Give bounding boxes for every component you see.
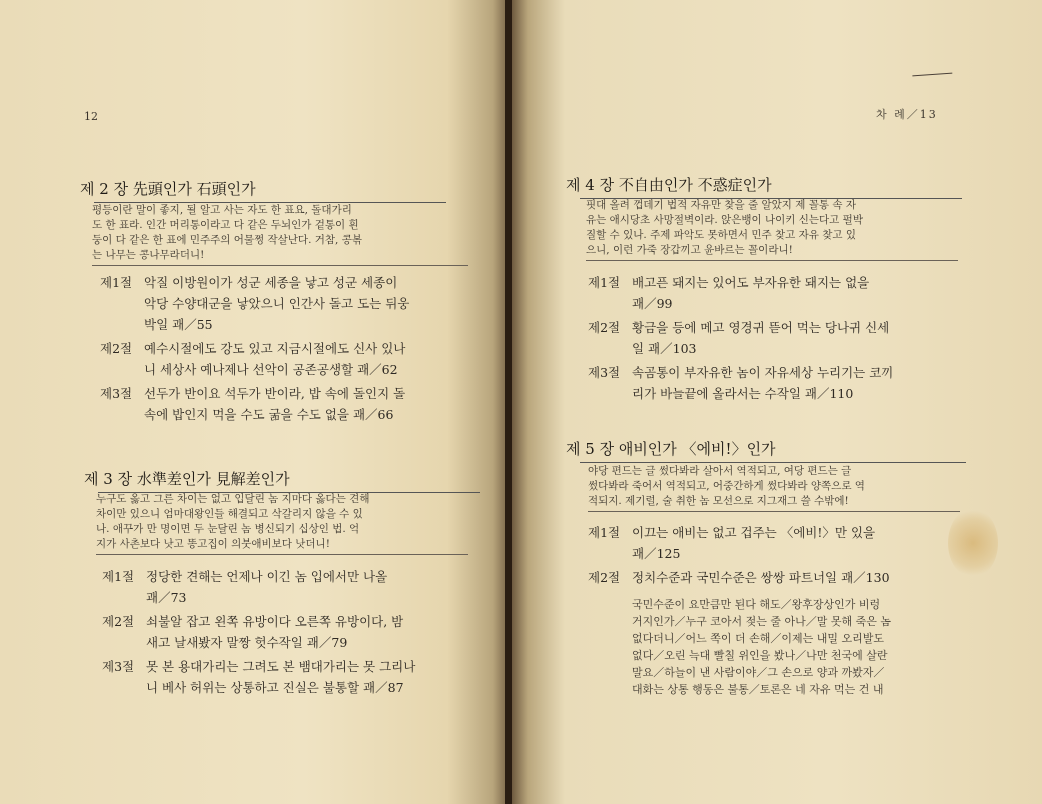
blurb-line: 둥이 다 같은 한 표에 민주주의 어물쩡 작살난다. 거참, 콩볶 (92, 234, 363, 246)
section-line: 이끄는 애비는 없고 겁주는 〈에비!〉만 있을 (632, 525, 876, 540)
subsection-line: 없다더니／어느 쪽이 더 손해／이제는 내밀 오리발도 (632, 632, 885, 645)
section-text (632, 272, 869, 314)
section-text (632, 567, 890, 588)
subsection-line: 없다／오린 늑대 빨칠 위인을 봤나／나만 천국에 살란 (632, 649, 888, 662)
toc-section (588, 522, 1008, 591)
chapter-blurb (96, 492, 468, 555)
heading-rule (580, 462, 966, 463)
subsection-line: 대화는 상통 행동은 불통／토론은 네 자유 먹는 건 내 (632, 683, 884, 696)
right-page (512, 0, 1042, 804)
section-line: 못 본 용대가리는 그려도 본 뱀대가리는 못 그리나 (146, 659, 416, 674)
section-number: 제3절 (102, 659, 135, 674)
section-line: 정당한 견해는 언제나 이긴 놈 입에서만 나올 (146, 569, 388, 584)
section-number: 제1절 (588, 275, 621, 290)
section-line: 정치수준과 국민수준은 쌍쌍 파트너일 괘／130 (632, 570, 890, 585)
section-line: 선두가 반이요 석두가 반이라, 밥 속에 돌인지 돌 (144, 386, 406, 401)
section-line: 새고 날새봤자 말짱 헛수작일 괘／79 (146, 635, 348, 650)
chapter-title: 제 5 장 애비인가 〈에비!〉인가 (566, 440, 776, 458)
section-text (632, 522, 875, 564)
section-text (146, 611, 403, 653)
toc-entry (102, 611, 482, 653)
chapter-blurb (586, 198, 958, 261)
chapter-title: 제 3 장 水準差인가 見解差인가 (84, 470, 290, 488)
section-text (632, 317, 889, 359)
toc-entry (588, 272, 988, 314)
blurb-line: 도 한 표라. 인간 머리통이라고 다 같은 두뇌인가 겉통이 흰 (92, 219, 359, 231)
page-number: 12 (84, 110, 98, 123)
section-line: 박일 괘／55 (144, 317, 213, 332)
running-head: 차 례／13 (876, 108, 938, 121)
section-line: 속에 밥인지 먹을 수도 굶을 수도 없을 괘／66 (144, 407, 394, 422)
section-line: 괘／73 (146, 590, 187, 605)
toc-entry (588, 317, 988, 359)
chapter-title: 제 2 장 先頭인가 石頭인가 (80, 180, 256, 198)
chapter-heading (566, 174, 772, 195)
section-number: 제3절 (100, 386, 133, 401)
left-page (0, 0, 508, 804)
toc-entry (588, 362, 988, 404)
chapter-blurb (92, 203, 468, 266)
blurb-line: 지가 사촌보다 낫고 똥고집이 의붓애비보다 낫더니! (96, 538, 330, 550)
subsection-line: 국민수준이 요만큼만 된다 해도／왕후장상인가 비렁 (632, 598, 881, 611)
paper-stain (948, 508, 998, 578)
toc-section (100, 272, 480, 428)
section-line: 쇠불알 잡고 왼쪽 유방이다 오른쪽 유방이다, 밤 (146, 614, 404, 629)
blurb-line: 누구도 옳고 그른 차이는 없고 입달린 놈 지마다 옳다는 견해 (96, 493, 370, 505)
section-line: 리가 바늘끝에 올라서는 수작일 괘／110 (632, 386, 854, 401)
toc-entry (102, 566, 482, 608)
toc-entry (100, 383, 480, 425)
section-line: 괘／99 (632, 296, 673, 311)
blurb-line: 차이만 있으니 엄마대왕인들 해결되고 삭갈리지 않을 수 있 (96, 508, 363, 520)
section-text (146, 656, 415, 698)
section-number: 제1절 (100, 275, 133, 290)
section-number: 제1절 (588, 525, 621, 540)
section-line: 황금을 등에 메고 영경귀 뜯어 먹는 당나귀 신세 (632, 320, 890, 335)
toc-entry (102, 656, 482, 698)
toc-section (102, 566, 482, 701)
section-line: 니 세상사 예나제나 선악이 공존공생할 괘／62 (144, 362, 398, 377)
chapter-heading (566, 438, 776, 459)
section-number: 제1절 (102, 569, 135, 584)
blurb-line: 썼다봐라 죽어서 역적되고, 어중간하게 썼다봐라 양쪽으로 역 (588, 480, 865, 492)
section-number: 제2절 (588, 570, 621, 585)
section-text (146, 566, 387, 608)
blurb-line: 는 나무는 콩나무라더니! (92, 249, 205, 261)
section-text (144, 338, 405, 380)
toc-entry (588, 522, 1008, 564)
section-line: 예수시절에도 강도 있고 지금시절에도 신사 있나 (144, 341, 406, 356)
section-number: 제3절 (588, 365, 621, 380)
chapter-title: 제 4 장 不自由인가 不惑症인가 (566, 176, 772, 194)
section-line: 니 베사 허위는 상통하고 진실은 불통할 괘／87 (146, 680, 404, 695)
toc-entry (100, 338, 480, 380)
section-line: 속곰통이 부자유한 놈이 자유세상 누리기는 코끼 (632, 365, 894, 380)
chapter-heading (80, 178, 256, 199)
blurb-line: 으니, 이런 가죽 장갑끼고 윤바르는 꼴이라니! (586, 244, 793, 256)
section-line: 배고픈 돼지는 있어도 부자유한 돼지는 없을 (632, 275, 870, 290)
section-line: 악질 이방원이가 성군 세종을 낳고 성군 세종이 (144, 275, 398, 290)
section-text (632, 362, 893, 404)
blurb-line: 질할 수 있나. 주제 파악도 못하면서 민주 찾고 자유 찾고 있 (586, 229, 857, 241)
section-line: 악당 수양대군을 낳았으니 인간사 돌고 도는 뒤웅 (144, 296, 410, 311)
subsection-list (632, 596, 962, 700)
section-number: 제2절 (100, 341, 133, 356)
subsection-line: 거지인가／누구 코아서 젖는 줄 아나／말 못해 죽은 놈 (632, 615, 891, 628)
blurb-line: 적되지. 제기럴, 술 취한 놈 모선으로 지그재그 쓸 수밖에! (588, 495, 849, 507)
blurb-line: 나. 애꾸가 만 명이면 두 눈달린 놈 병신되기 십상인 법. 억 (96, 523, 360, 535)
toc-section (588, 272, 988, 407)
chapter-heading (84, 468, 290, 489)
toc-entry (588, 567, 1008, 588)
blurb-line: 평등이란 말이 좋지, 될 알고 사는 자도 한 표요, 돌대가리 (92, 204, 352, 216)
blurb-line: 핏대 올려 껍데기 법적 자유만 찾을 줄 알았지 제 꼴통 속 자 (586, 199, 857, 211)
toc-entry (100, 272, 480, 335)
section-number: 제2절 (102, 614, 135, 629)
subsection-line: 말요／하늘이 낸 사람이야／그 손으로 양과 까봤자／ (632, 666, 885, 679)
blurb-line: 유는 애시당초 사망절벽이라. 앉은뱅이 나이키 신는다고 펄박 (586, 214, 863, 226)
section-line: 일 괘／103 (632, 341, 697, 356)
section-text (144, 383, 405, 425)
blurb-line: 야당 편드는 글 썼다봐라 살아서 역적되고, 여당 편드는 글 (588, 465, 852, 477)
chapter-blurb (588, 464, 960, 512)
section-text (144, 272, 409, 335)
section-line: 괘／125 (632, 546, 681, 561)
section-number: 제2절 (588, 320, 621, 335)
